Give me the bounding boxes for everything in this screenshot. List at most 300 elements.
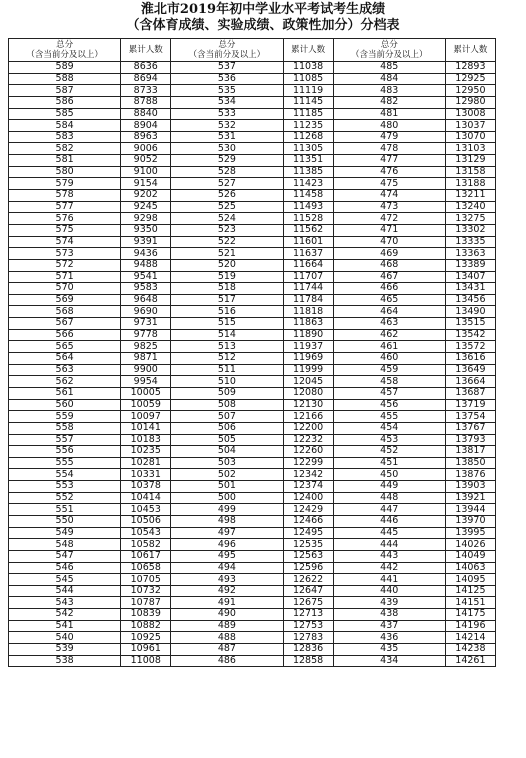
count-cell: 9690 <box>121 306 171 318</box>
table-row <box>9 585 496 597</box>
score-cell: 567 <box>9 318 121 330</box>
table-row <box>9 190 496 202</box>
count-cell: 9541 <box>121 271 171 283</box>
table-row <box>9 539 496 551</box>
score-cell: 435 <box>333 644 445 656</box>
count-cell: 13903 <box>445 481 495 493</box>
table-row <box>9 236 496 248</box>
count-cell: 8733 <box>121 85 171 97</box>
score-cell: 518 <box>171 283 283 295</box>
score-cell: 447 <box>333 504 445 516</box>
table-row <box>9 422 496 434</box>
count-cell: 13490 <box>445 306 495 318</box>
count-cell: 11268 <box>283 131 333 143</box>
score-cell: 446 <box>333 515 445 527</box>
count-cell: 11999 <box>283 364 333 376</box>
score-cell: 548 <box>9 539 121 551</box>
table-row <box>9 527 496 539</box>
count-cell: 11562 <box>283 224 333 236</box>
score-cell: 448 <box>333 492 445 504</box>
count-cell: 10705 <box>121 574 171 586</box>
count-cell: 13767 <box>445 422 495 434</box>
table-row <box>9 574 496 586</box>
count-cell: 12622 <box>283 574 333 586</box>
count-cell: 12858 <box>283 655 333 667</box>
score-cell: 503 <box>171 457 283 469</box>
count-cell: 11185 <box>283 108 333 120</box>
count-cell: 13158 <box>445 166 495 178</box>
count-cell: 12783 <box>283 632 333 644</box>
score-cell: 463 <box>333 318 445 330</box>
count-cell: 13754 <box>445 411 495 423</box>
score-cell: 544 <box>9 585 121 597</box>
count-cell: 12596 <box>283 562 333 574</box>
count-cell: 12429 <box>283 504 333 516</box>
score-cell: 550 <box>9 515 121 527</box>
table-row <box>9 446 496 458</box>
count-cell: 10183 <box>121 434 171 446</box>
count-cell: 9583 <box>121 283 171 295</box>
count-cell: 12342 <box>283 469 333 481</box>
score-cell: 564 <box>9 353 121 365</box>
count-cell: 9245 <box>121 201 171 213</box>
table-row <box>9 376 496 388</box>
count-cell: 13275 <box>445 213 495 225</box>
score-cell: 517 <box>171 294 283 306</box>
score-cell: 511 <box>171 364 283 376</box>
count-cell: 10235 <box>121 446 171 458</box>
score-cell: 451 <box>333 457 445 469</box>
score-cell: 466 <box>333 283 445 295</box>
count-cell: 9648 <box>121 294 171 306</box>
document-title: 淮北市2019年初中学业水平考试考生成绩 <box>140 2 386 17</box>
score-cell: 558 <box>9 422 121 434</box>
score-cell: 539 <box>9 644 121 656</box>
score-cell: 482 <box>333 96 445 108</box>
score-cell: 437 <box>333 620 445 632</box>
score-cell: 575 <box>9 224 121 236</box>
count-cell: 12495 <box>283 527 333 539</box>
score-header: 总分 （含当前分及以上） <box>333 39 445 62</box>
table-row <box>9 434 496 446</box>
count-cell: 13008 <box>445 108 495 120</box>
score-cell: 552 <box>9 492 121 504</box>
count-cell: 13944 <box>445 504 495 516</box>
count-cell: 9391 <box>121 236 171 248</box>
count-cell: 13129 <box>445 155 495 167</box>
score-cell: 555 <box>9 457 121 469</box>
score-cell: 480 <box>333 120 445 132</box>
score-cell: 509 <box>171 387 283 399</box>
count-header: 累计人数 <box>121 39 171 62</box>
count-cell: 10331 <box>121 469 171 481</box>
count-cell: 9202 <box>121 190 171 202</box>
score-cell: 457 <box>333 387 445 399</box>
count-cell: 13407 <box>445 271 495 283</box>
count-cell: 14196 <box>445 620 495 632</box>
count-cell: 11458 <box>283 190 333 202</box>
score-cell: 441 <box>333 574 445 586</box>
count-cell: 12045 <box>283 376 333 388</box>
score-cell: 458 <box>333 376 445 388</box>
score-cell: 467 <box>333 271 445 283</box>
score-cell: 439 <box>333 597 445 609</box>
score-cell: 434 <box>333 655 445 667</box>
count-cell: 10787 <box>121 597 171 609</box>
score-cell: 489 <box>171 620 283 632</box>
score-cell: 545 <box>9 574 121 586</box>
count-cell: 10414 <box>121 492 171 504</box>
score-cell: 513 <box>171 341 283 353</box>
count-cell: 13389 <box>445 259 495 271</box>
count-cell: 10961 <box>121 644 171 656</box>
score-cell: 486 <box>171 655 283 667</box>
score-cell: 573 <box>9 248 121 260</box>
score-cell: 546 <box>9 562 121 574</box>
count-cell: 12893 <box>445 62 495 74</box>
score-cell: 498 <box>171 515 283 527</box>
score-cell: 570 <box>9 283 121 295</box>
table-row <box>9 504 496 516</box>
score-distribution-table <box>8 38 496 667</box>
count-cell: 9871 <box>121 353 171 365</box>
score-cell: 454 <box>333 422 445 434</box>
count-cell: 10097 <box>121 411 171 423</box>
count-cell: 11351 <box>283 155 333 167</box>
score-cell: 496 <box>171 539 283 551</box>
score-cell: 481 <box>333 108 445 120</box>
count-cell: 13817 <box>445 446 495 458</box>
count-cell: 12535 <box>283 539 333 551</box>
count-cell: 10882 <box>121 620 171 632</box>
table-row <box>9 632 496 644</box>
table-row <box>9 644 496 656</box>
count-cell: 11863 <box>283 318 333 330</box>
count-cell: 13037 <box>445 120 495 132</box>
count-cell: 11235 <box>283 120 333 132</box>
table-row <box>9 178 496 190</box>
count-cell: 13302 <box>445 224 495 236</box>
score-cell: 471 <box>333 224 445 236</box>
score-cell: 460 <box>333 353 445 365</box>
score-cell: 543 <box>9 597 121 609</box>
table-row <box>9 294 496 306</box>
score-cell: 502 <box>171 469 283 481</box>
count-cell: 8636 <box>121 62 171 74</box>
score-cell: 485 <box>333 62 445 74</box>
table-row <box>9 399 496 411</box>
score-cell: 581 <box>9 155 121 167</box>
score-cell: 477 <box>333 155 445 167</box>
count-cell: 12925 <box>445 73 495 85</box>
score-cell: 519 <box>171 271 283 283</box>
table-row <box>9 213 496 225</box>
score-cell: 536 <box>171 73 283 85</box>
count-cell: 13188 <box>445 178 495 190</box>
count-cell: 9100 <box>121 166 171 178</box>
count-cell: 13876 <box>445 469 495 481</box>
score-cell: 444 <box>333 539 445 551</box>
score-cell: 507 <box>171 411 283 423</box>
score-cell: 478 <box>333 143 445 155</box>
score-cell: 487 <box>171 644 283 656</box>
table-row <box>9 364 496 376</box>
score-cell: 510 <box>171 376 283 388</box>
count-cell: 12260 <box>283 446 333 458</box>
count-cell: 9778 <box>121 329 171 341</box>
count-cell: 13687 <box>445 387 495 399</box>
count-cell: 11493 <box>283 201 333 213</box>
score-cell: 521 <box>171 248 283 260</box>
score-cell: 520 <box>171 259 283 271</box>
score-cell: 443 <box>333 550 445 562</box>
count-cell: 10141 <box>121 422 171 434</box>
score-cell: 569 <box>9 294 121 306</box>
count-cell: 11664 <box>283 259 333 271</box>
score-cell: 568 <box>9 306 121 318</box>
score-cell: 450 <box>333 469 445 481</box>
document-subtitle: （含体育成绩、实验成绩、政策性加分）分档表 <box>126 18 400 33</box>
count-cell: 11119 <box>283 85 333 97</box>
count-cell: 13664 <box>445 376 495 388</box>
count-cell: 13211 <box>445 190 495 202</box>
table-row <box>9 85 496 97</box>
score-cell: 532 <box>171 120 283 132</box>
table-row <box>9 457 496 469</box>
count-cell: 13515 <box>445 318 495 330</box>
count-cell: 11385 <box>283 166 333 178</box>
table-row <box>9 131 496 143</box>
score-cell: 495 <box>171 550 283 562</box>
table-header-row <box>9 39 496 62</box>
table-row <box>9 306 496 318</box>
score-cell: 491 <box>171 597 283 609</box>
score-cell: 494 <box>171 562 283 574</box>
count-cell: 12466 <box>283 515 333 527</box>
count-cell: 13240 <box>445 201 495 213</box>
score-cell: 540 <box>9 632 121 644</box>
count-cell: 11969 <box>283 353 333 365</box>
score-cell: 586 <box>9 96 121 108</box>
score-cell: 505 <box>171 434 283 446</box>
score-cell: 464 <box>333 306 445 318</box>
score-cell: 572 <box>9 259 121 271</box>
score-cell: 476 <box>333 166 445 178</box>
score-cell: 574 <box>9 236 121 248</box>
score-cell: 442 <box>333 562 445 574</box>
score-cell: 579 <box>9 178 121 190</box>
score-cell: 438 <box>333 609 445 621</box>
score-cell: 561 <box>9 387 121 399</box>
table-row <box>9 329 496 341</box>
table-row <box>9 201 496 213</box>
count-cell: 13921 <box>445 492 495 504</box>
count-header: 累计人数 <box>445 39 495 62</box>
count-cell: 13363 <box>445 248 495 260</box>
count-cell: 13572 <box>445 341 495 353</box>
score-cell: 526 <box>171 190 283 202</box>
count-cell: 9825 <box>121 341 171 353</box>
count-cell: 13719 <box>445 399 495 411</box>
score-cell: 582 <box>9 143 121 155</box>
score-cell: 580 <box>9 166 121 178</box>
count-cell: 11890 <box>283 329 333 341</box>
count-cell: 10059 <box>121 399 171 411</box>
count-cell: 13995 <box>445 527 495 539</box>
score-cell: 445 <box>333 527 445 539</box>
score-cell: 514 <box>171 329 283 341</box>
score-cell: 516 <box>171 306 283 318</box>
score-cell: 563 <box>9 364 121 376</box>
score-cell: 566 <box>9 329 121 341</box>
score-cell: 501 <box>171 481 283 493</box>
table-row <box>9 481 496 493</box>
score-cell: 449 <box>333 481 445 493</box>
count-cell: 10281 <box>121 457 171 469</box>
count-cell: 12647 <box>283 585 333 597</box>
score-cell: 525 <box>171 201 283 213</box>
score-cell: 461 <box>333 341 445 353</box>
table-row <box>9 515 496 527</box>
score-cell: 440 <box>333 585 445 597</box>
count-cell: 13070 <box>445 131 495 143</box>
count-cell: 8694 <box>121 73 171 85</box>
count-cell: 9006 <box>121 143 171 155</box>
score-cell: 468 <box>333 259 445 271</box>
score-cell: 559 <box>9 411 121 423</box>
count-cell: 14261 <box>445 655 495 667</box>
score-cell: 472 <box>333 213 445 225</box>
count-cell: 14049 <box>445 550 495 562</box>
count-cell: 14095 <box>445 574 495 586</box>
table-row <box>9 96 496 108</box>
count-cell: 12753 <box>283 620 333 632</box>
score-header: 总分 （含当前分及以上） <box>171 39 283 62</box>
score-cell: 588 <box>9 73 121 85</box>
table-row <box>9 341 496 353</box>
score-cell: 470 <box>333 236 445 248</box>
table-row <box>9 411 496 423</box>
score-cell: 455 <box>333 411 445 423</box>
score-cell: 531 <box>171 131 283 143</box>
count-cell: 8840 <box>121 108 171 120</box>
count-cell: 14175 <box>445 609 495 621</box>
count-cell: 10543 <box>121 527 171 539</box>
count-cell: 11085 <box>283 73 333 85</box>
count-cell: 10839 <box>121 609 171 621</box>
score-cell: 583 <box>9 131 121 143</box>
count-cell: 14063 <box>445 562 495 574</box>
count-cell: 11637 <box>283 248 333 260</box>
count-cell: 13103 <box>445 143 495 155</box>
score-cell: 497 <box>171 527 283 539</box>
score-cell: 560 <box>9 399 121 411</box>
count-cell: 11744 <box>283 283 333 295</box>
score-cell: 577 <box>9 201 121 213</box>
count-cell: 13970 <box>445 515 495 527</box>
score-cell: 479 <box>333 131 445 143</box>
score-cell: 565 <box>9 341 121 353</box>
count-cell: 9954 <box>121 376 171 388</box>
score-cell: 473 <box>333 201 445 213</box>
table-row <box>9 562 496 574</box>
score-cell: 462 <box>333 329 445 341</box>
count-cell: 11145 <box>283 96 333 108</box>
count-cell: 12950 <box>445 85 495 97</box>
score-cell: 483 <box>333 85 445 97</box>
table-row <box>9 73 496 85</box>
count-cell: 10506 <box>121 515 171 527</box>
score-cell: 452 <box>333 446 445 458</box>
score-cell: 547 <box>9 550 121 562</box>
count-cell: 13649 <box>445 364 495 376</box>
count-cell: 14238 <box>445 644 495 656</box>
table-row <box>9 469 496 481</box>
score-cell: 488 <box>171 632 283 644</box>
score-cell: 542 <box>9 609 121 621</box>
table-row <box>9 120 496 132</box>
count-cell: 12232 <box>283 434 333 446</box>
score-cell: 523 <box>171 224 283 236</box>
count-cell: 13431 <box>445 283 495 295</box>
count-cell: 13335 <box>445 236 495 248</box>
count-cell: 13456 <box>445 294 495 306</box>
table-row <box>9 318 496 330</box>
count-cell: 11528 <box>283 213 333 225</box>
score-cell: 585 <box>9 108 121 120</box>
count-cell: 9052 <box>121 155 171 167</box>
count-cell: 11038 <box>283 62 333 74</box>
count-cell: 10378 <box>121 481 171 493</box>
count-cell: 13616 <box>445 353 495 365</box>
score-cell: 578 <box>9 190 121 202</box>
score-cell: 515 <box>171 318 283 330</box>
score-cell: 538 <box>9 655 121 667</box>
score-cell: 589 <box>9 62 121 74</box>
count-cell: 11305 <box>283 143 333 155</box>
table-row <box>9 597 496 609</box>
count-cell: 12675 <box>283 597 333 609</box>
count-cell: 10005 <box>121 387 171 399</box>
score-cell: 562 <box>9 376 121 388</box>
score-cell: 456 <box>333 399 445 411</box>
count-header: 累计人数 <box>283 39 333 62</box>
score-cell: 556 <box>9 446 121 458</box>
count-cell: 14151 <box>445 597 495 609</box>
score-cell: 541 <box>9 620 121 632</box>
table-row <box>9 143 496 155</box>
score-cell: 500 <box>171 492 283 504</box>
score-cell: 506 <box>171 422 283 434</box>
table-row <box>9 387 496 399</box>
score-cell: 587 <box>9 85 121 97</box>
score-cell: 534 <box>171 96 283 108</box>
count-cell: 14125 <box>445 585 495 597</box>
table-row <box>9 620 496 632</box>
count-cell: 12374 <box>283 481 333 493</box>
table-row <box>9 283 496 295</box>
score-cell: 508 <box>171 399 283 411</box>
count-cell: 11008 <box>121 655 171 667</box>
count-cell: 11707 <box>283 271 333 283</box>
count-cell: 13542 <box>445 329 495 341</box>
count-cell: 9900 <box>121 364 171 376</box>
count-cell: 12713 <box>283 609 333 621</box>
table-row <box>9 224 496 236</box>
score-cell: 535 <box>171 85 283 97</box>
score-header: 总分 （含当前分及以上） <box>9 39 121 62</box>
score-cell: 490 <box>171 609 283 621</box>
